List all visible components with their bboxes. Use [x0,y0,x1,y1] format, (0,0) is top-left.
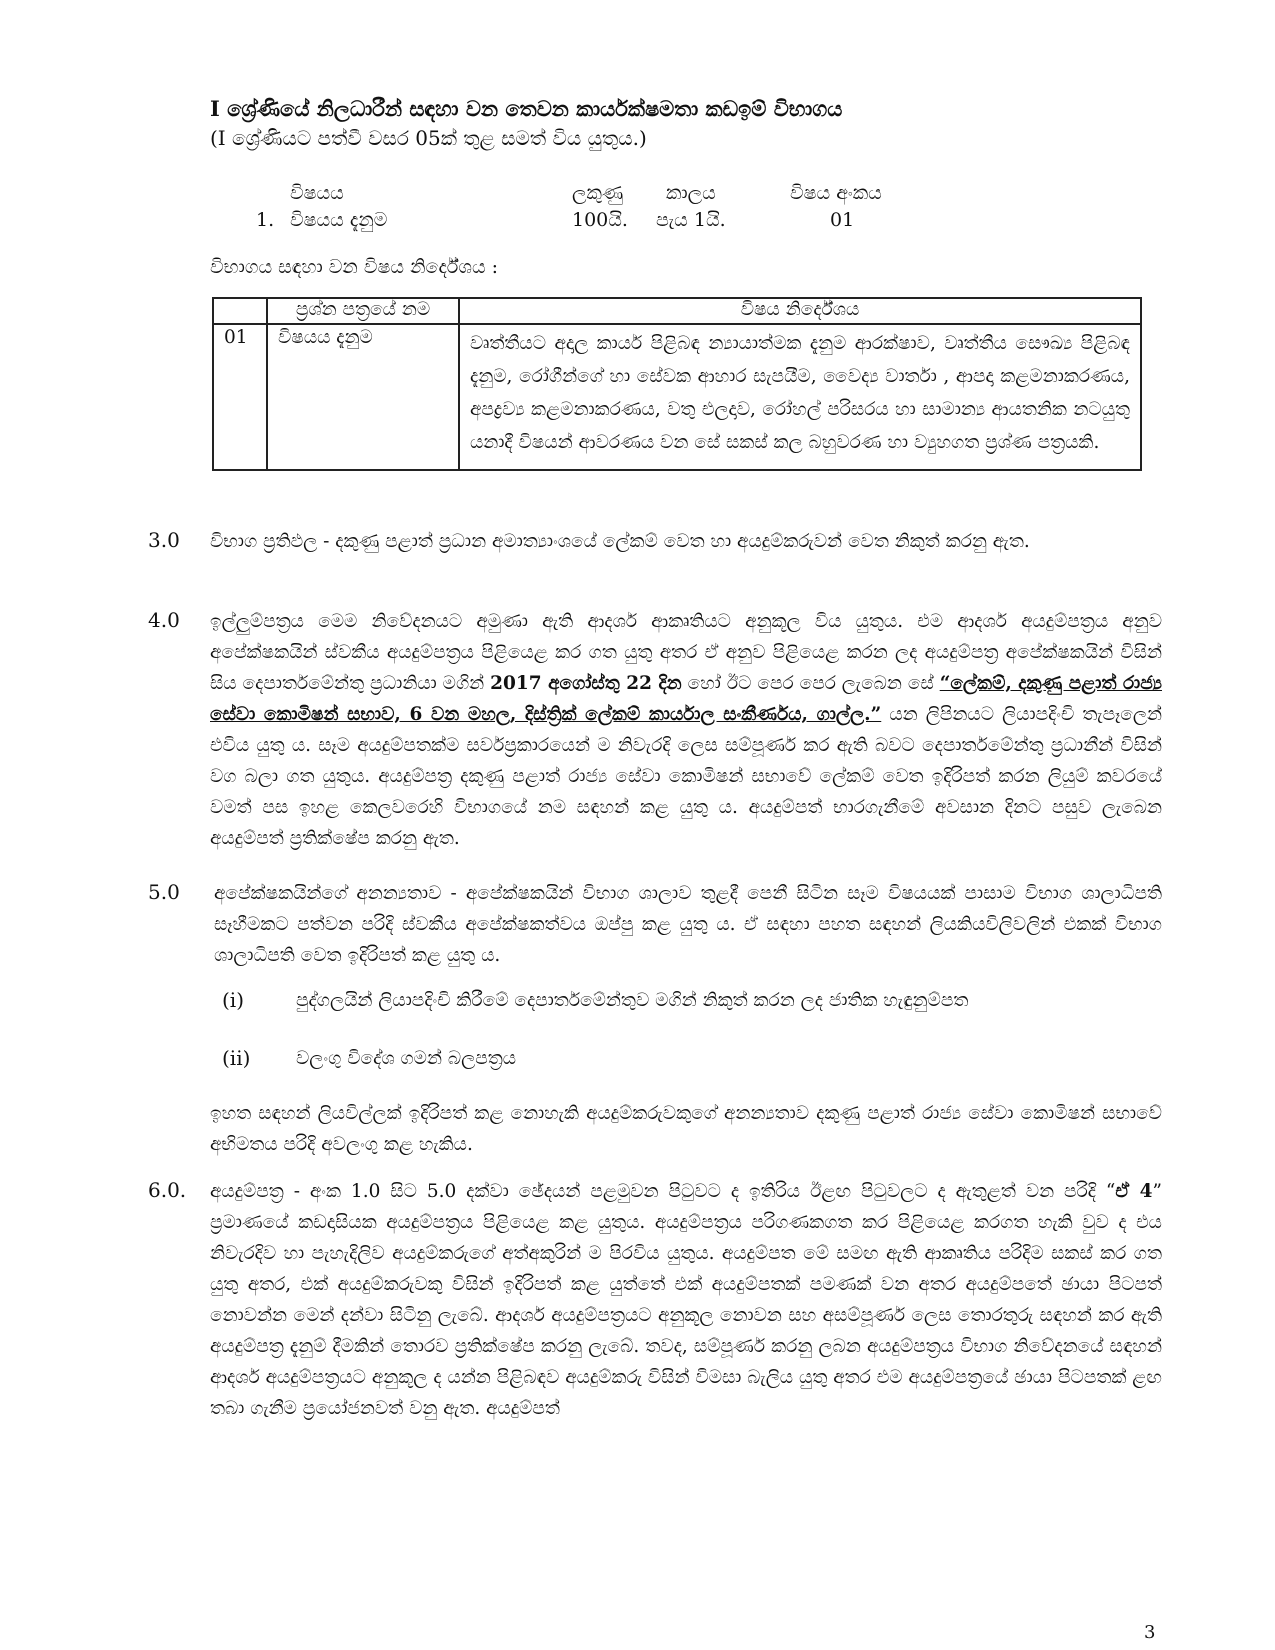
syllabus-header-row [213,298,1141,324]
page-number: 3 [1144,1622,1156,1643]
exam-title: I ශ්‍රේණියේ නිලධාරීන් සඳහා වන තෙවන කාර්යක්ෂමතා කඩඉම් විභාගය [210,96,843,121]
exam-subtitle: (I ශ්‍රේණියට පත්වී වසර 05ක් තුළ සමත් විය යුතුය.) [210,126,647,150]
section-5-note: ඉහත සඳහන් ලියවිල්ලක් ඉදිරිපත් කළ නොහැකි අයදුම්කරුවකුගේ අනන්‍යතාව දකුණු පළාත් රාජ්‍ය සේවා කොමිෂන් සභාවේ අභිමතය පරිදි අවලංගු කළ හැකිය. [210,1103,1162,1155]
section-5-text: අපේක්ෂකයින්ගේ අනන්‍යතාව - අපේක්ෂකයින් විභාග ශාලාව තුළදී පෙනී සිටින සෑම විෂයයක් පාසාම විභාග ශාලාධිපති සෑහීමකට පත්වන පරිදි ස්වකීය අපේක්ෂකත්වය ඔප්පු කළ යුතු ය. ඒ සඳහා පහත සඳහන් ලියකියවිලිවලින් එකක් විභාග ශාලාධිපති වෙත ඉදිරිපත් කළ යුතු ය. [214,883,1162,966]
section-6-text-b: ” ප්‍රමාණයේ කඩදාසියක අයදුම්පත්‍රය පිළියෙළ කළ යුතුය. අයදුම්පත්‍රය පරිගණකගත කර පිළියෙළ කරගත හැකි වුව ද එය නිවැරදිව හා පැහැදිලිව අයදුම්කරුගේ අත්අකුරින් ම පිරවිය යුතුය. අයදුම්පත මේ සමඟ ඇති ආකෘතිය පරිදිම සකස් කර ගත යුතු අතර, එක් අයදුම්කරුවකු විසින් ඉදිරිපත් කළ යුත්තේ එක් අයදුම්පතක් පමණක් වන අතර අයදුම්පතේ ඡායා පිටපත් නොවන්න මෙන් දන්වා සිටිනු ලැබේ. ආදර්ශ අයදුම්පත්‍රයට අනුකූල නොවන සහ අසම්පූර්ණ ලෙස තොරතුරු සඳහන් කර ඇති අයදුම්පත්‍ර දැනුම් දීමකින් තොරව ප්‍රතික්ෂේප කරනු ලැබේ. තවද, සම්පූර්ණ කරනු ලබන අයදුම්පත්‍රය විභාග නිවේදනයේ සඳහන් ආදර්ශ අයදුම්පත්‍රයට අනුකූල ද යන්න පිළිබඳව අයදුම්කරු විසින් විමසා බැලිය යුතු අතර එම අයදුම්පත්‍රයේ ඡායා පිටපතක් ළඟ තබා ගැනීම ප්‍රයෝජනවත් වනු ඇත. අයදුම්පත් [210,1181,1162,1419]
section-5-item-1-text: පුද්ගලයින් ලියාපදිංචි කිරීමේ දෙපාර්තමේන්තුව මගින් නිකුත් කරන ලද ජාතික හැඳුනුම්පත [296,990,969,1011]
section-6-number: 6.0. [148,1178,187,1202]
section-5-item-2-text: වලංගු විදේශ ගමන් බලපත්‍රය [296,1048,517,1069]
section-4-text-c: යන ලිපිනයට ලියාපදිංචි තැපෑලෙන් එවිය යුතු ය. සෑම අයදුම්පතක්ම සර්වප්‍රකාරයෙන් ම නිවැරදි ලෙස සම්පූර්ණ කර ඇති බවට දෙපාර්තමේන්තු ප්‍රධානීන් විසින් වග බලා ගත යුතුය. අයදුම්පත්‍ර දකුණු පළාත් රාජ්‍ය සේවා කොමිෂන් සභාවේ ලේකම් වෙත ඉදිරිපත් කරන ලියුම් කවරයේ වමත් පස ඉහළ කෙලවරෙහි විභාගයේ නම සඳහන් කළ යුතු ය. අයදුම්පත් භාරගැනීමේ අවසාන දිනට පසුව ලැබෙන අයදුම්පත් ප්‍රතික්ෂේප කරනු ඇත. [210,704,1162,849]
section-4-number: 4.0 [148,608,180,632]
section-5-number: 5.0 [148,880,180,904]
schedule-row-code: 01 [830,209,855,231]
syllabus-header-syllabus: විෂය නිර්දේශය [459,298,1141,324]
schedule-row-marks: 100යි. [572,209,628,231]
section-6-text-a: අයදුම්පත්‍ර - අංක 1.0 සිට 5.0 දක්වා ඡේදයන් පළමුවන පිටුවට ද ඉතිරිය ඊළඟ පිටුවලට ද ඇතුළත් වන පරිදි “ [210,1181,1116,1202]
syllabus-label: විභාගය සඳහා වන විෂය නිර්දේශය : [210,256,499,278]
table-row [213,324,1141,470]
syllabus-table [212,297,1142,471]
section-6-text [210,1176,1162,1424]
schedule-header-code: විෂය අංකය [790,182,882,204]
section-5-item-1-number: (i) [222,988,245,1012]
section-6-paper-size: ඒ 4 [1115,1181,1153,1202]
schedule-header-marks: ලකුණු [572,182,624,204]
section-4-text-b: හෝ ඊට පෙර පෙර ලැබෙන සේ [681,673,940,694]
section-4-text-a: ඉල්ලුම්පත්‍රය මෙම නිවේදනයට අමුණා ඇති ආදර්ශ ආකෘතියට අනුකූල විය යුතුය. එම ආදර්ශ අයදුම්පත්‍රය අනුව අපේක්ෂකයින් ස්වකීය අයදුම්පත්‍රය පිළියෙළ කර ගත යුතු අතර ඒ අනුව පිළියෙළ කරන ලද අයදුම්පත්‍ර අපේක්ෂකයින් විසින් සිය දෙපාර්තමේන්තු ප්‍රධානියා මගින් [210,611,1162,694]
syllabus-cell-num: 01 [213,324,267,470]
section-5-item-2-number: (ii) [222,1046,251,1070]
syllabus-cell-content: වෘත්තීයට අදාල කාර්ය පිළිබඳ න්‍යායාත්මක දැනුම ආරක්ෂාව, වෘත්තීය සෞඛ්‍ය පිළිබඳ දැනුම, රෝගීන්ගේ හා සේවක ආහාර සැපයීම, වෛද්‍ය වාර්තා , ආපදා කළමනාකරණය, අපද්‍රව්‍ය කළමනාකරණය, වතු එලදාව, රෝහල් පරිසරය හා සාමාන්‍ය ආයතනික නටයුතු යනාදී විෂයන් ආවරණය වන සේ සකස් කල බහුවරණ හා ව්‍යුහගත ප්‍රශ්ණ පත්‍රයකි. [459,324,1141,470]
syllabus-cell-paper-name: විෂයය දැනුම [267,324,459,470]
schedule-row-subject: විෂයය දැනුම [290,209,388,231]
section-3-number: 3.0 [148,528,180,552]
section-4-address: “ලේකම්, දකුණු පළාත් රාජ්‍ය සේවා කොමිෂන් සභාව, 6 වන මහල, දිස්ත්‍රික් ලේකම් කාර්යාල සංකීර්ණය, ගාල්ල.” [210,673,1162,725]
schedule-row-duration: පැය 1යි. [656,209,726,231]
section-4-deadline: 2017 අගෝස්තු 22 දින [490,673,682,694]
syllabus-header-paper-name: ප්‍රශ්න පත්‍රයේ නම [267,298,459,324]
schedule-header-subject: විෂයය [290,182,344,204]
section-4-text [210,606,1162,854]
syllabus-header-num [213,298,267,324]
section-3-text: විභාග ප්‍රතිඵල - දකුණු පළාත් ප්‍රධාන අමාත්‍යාංශයේ ලේකම් වෙත හා අයදුම්කරුවන් වෙත නිකුත් කරනු ඇත. [210,531,1030,552]
schedule-header-duration: කාලය [666,182,716,204]
schedule-row-number: 1. [256,209,275,231]
